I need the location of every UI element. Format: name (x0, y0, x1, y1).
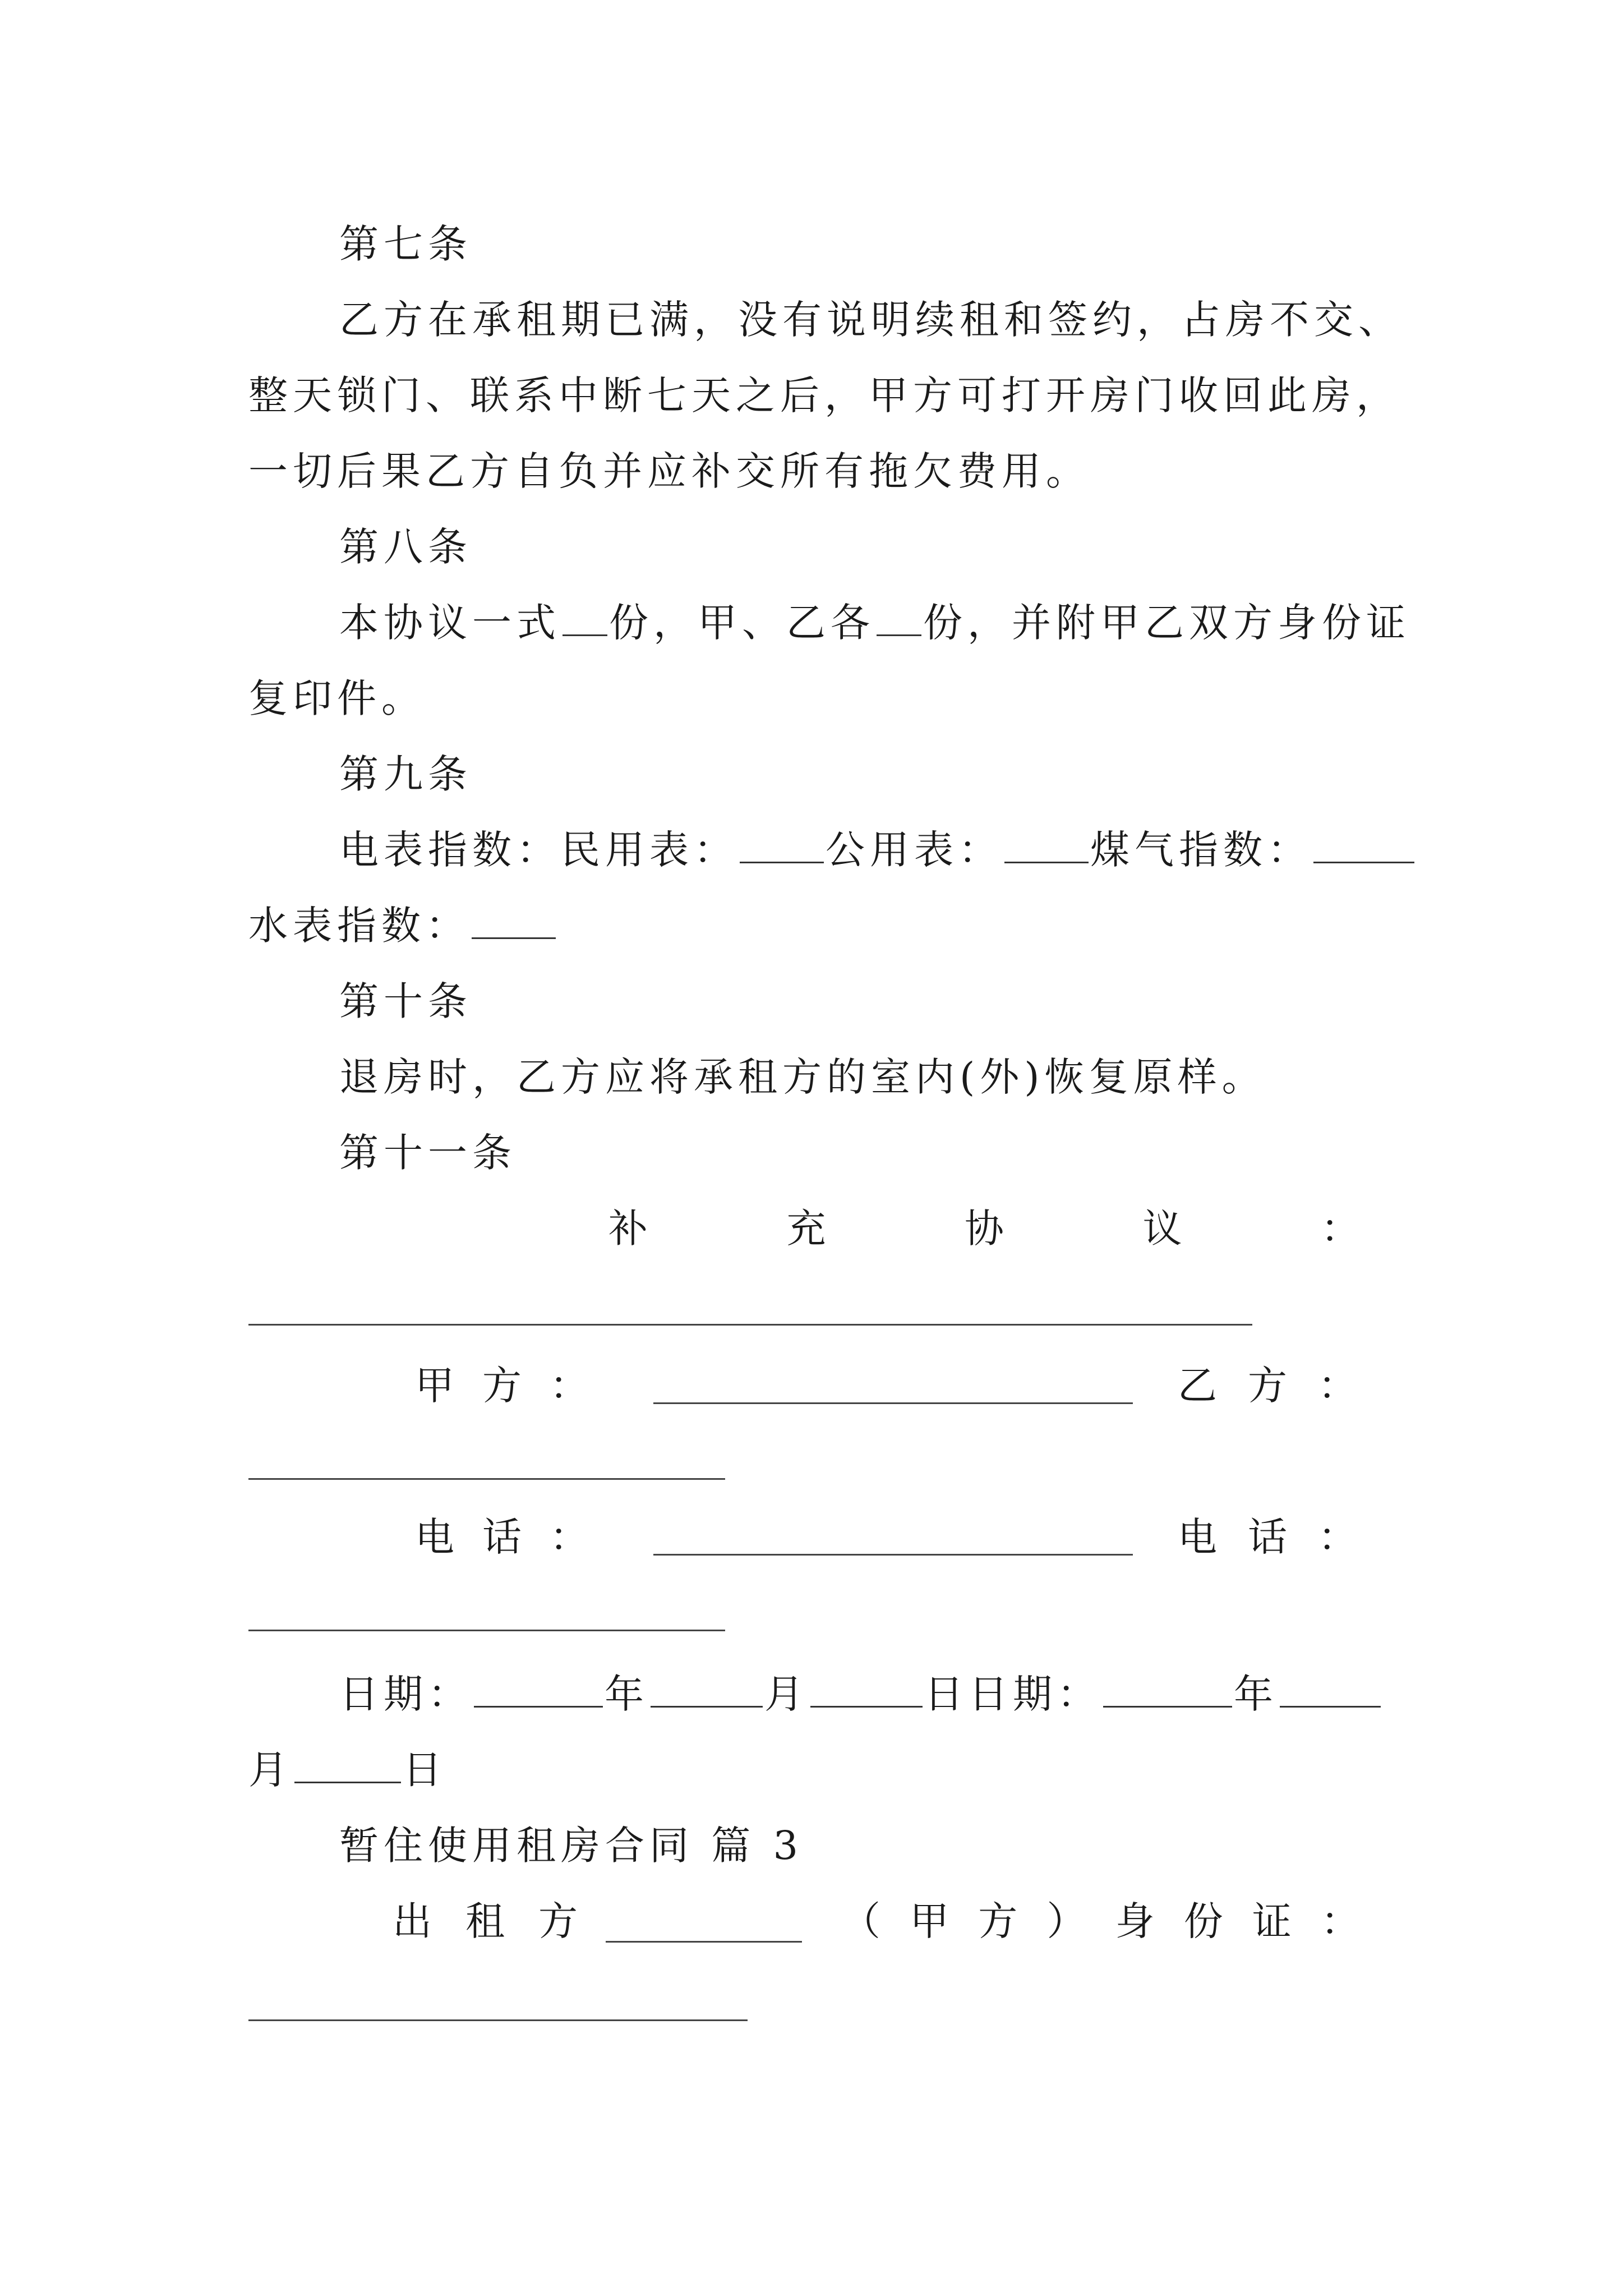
article-8-line-1 (339, 583, 1410, 662)
lessor-id-blank[interactable] (248, 2019, 748, 2021)
char: 身 (1115, 1898, 1155, 1944)
date-line-2 (248, 1731, 1404, 1809)
char: 补 (608, 1205, 648, 1251)
gas-meter-label: 煤气指数： (1090, 827, 1312, 873)
public-meter-blank[interactable] (1004, 822, 1089, 863)
char: 甲 (415, 1363, 454, 1409)
copies-each-blank[interactable] (877, 595, 921, 636)
char: ： (1318, 1514, 1357, 1560)
date-b-year-blank[interactable] (1103, 1667, 1232, 1708)
residential-meter-blank[interactable] (740, 822, 824, 863)
phone-a-blank[interactable] (653, 1554, 1133, 1556)
meter-label: 电表指数：民用表： (339, 827, 738, 873)
char: 乙 (1178, 1363, 1217, 1409)
phone-b-blank[interactable] (248, 1630, 725, 1631)
day-label: 日 (403, 1747, 447, 1793)
char: 议 (1142, 1205, 1182, 1251)
char: 协 (965, 1205, 1004, 1251)
water-meter-blank[interactable] (472, 898, 556, 939)
char: 话 (482, 1514, 522, 1560)
day-label: 日 (924, 1671, 969, 1717)
article-7-line-3: 一切后果乙方自负并应补交所有拖欠费用。 (248, 448, 1090, 494)
copies-total-blank[interactable] (562, 595, 607, 636)
article-8-line-2: 复印件。 (248, 675, 426, 721)
phone-b-label (1178, 1498, 1357, 1576)
char: 甲 (910, 1898, 949, 1944)
contract-3-title: 暂住使用租房合同 篇 3 (339, 1823, 804, 1869)
article-8-text-c: 份，并附甲乙双方身份证 (923, 600, 1410, 646)
article-8-text-a: 本协议一式 (339, 600, 561, 646)
char: ： (1320, 1898, 1360, 1944)
phone-a-label (415, 1498, 589, 1576)
article-10-line-1: 退房时，乙方应将承租方的室内(外)恢复原样。 (339, 1054, 1266, 1100)
article-7-line-2: 整天锁门、联系中断七天之后，甲方可打开房门收回此房， (248, 372, 1400, 418)
year-label: 年 (605, 1671, 649, 1717)
supplementary-agreement-blank[interactable] (248, 1324, 1252, 1326)
public-meter-label: 公用表： (826, 827, 1003, 873)
article-8-text-b: 份，甲、乙各 (609, 600, 875, 646)
char: ： (550, 1363, 589, 1409)
char: 电 (1178, 1514, 1217, 1560)
party-a-label (415, 1346, 589, 1425)
lessor-name-blank[interactable] (606, 1941, 802, 1943)
char: 话 (1248, 1514, 1287, 1560)
article-9-title: 第九条 (339, 751, 472, 797)
date-b-label: 日期： (969, 1671, 1101, 1717)
char: 份 (1183, 1898, 1223, 1944)
lessor-label (393, 1882, 578, 1961)
char: 出 (393, 1898, 432, 1944)
date-b-month-blank[interactable] (1280, 1667, 1381, 1708)
date-a-year-blank[interactable] (474, 1667, 603, 1708)
date-a-month-blank[interactable] (651, 1667, 763, 1708)
party-b-blank[interactable] (248, 1478, 725, 1480)
water-meter-label: 水表指数： (248, 903, 470, 949)
char: 电 (415, 1514, 454, 1560)
char: （ (841, 1898, 880, 1944)
party-b-label (1178, 1346, 1357, 1425)
month-label: 月 (248, 1747, 293, 1793)
article-9-line-2 (248, 886, 1404, 965)
char: 充 (786, 1205, 826, 1251)
gas-meter-blank[interactable] (1313, 822, 1414, 863)
char: 方 (978, 1898, 1018, 1944)
article-10-title: 第十条 (339, 978, 472, 1024)
char: ： (1318, 1363, 1357, 1409)
date-a-day-blank[interactable] (810, 1667, 923, 1708)
month-label: 月 (764, 1671, 809, 1717)
char: 方 (482, 1363, 522, 1409)
supplementary-agreement-label (608, 1189, 1360, 1268)
article-9-line-1 (339, 811, 1405, 889)
char: 证 (1252, 1898, 1292, 1944)
article-7-title: 第七条 (339, 221, 472, 267)
lessor-id-label (841, 1882, 1360, 1961)
article-11-title: 第十一条 (339, 1130, 517, 1176)
char: 租 (465, 1898, 505, 1944)
article-8-title: 第八条 (339, 524, 472, 570)
article-7-line-1: 乙方在承租期已满，没有说明续租和签约，占房不交、 (339, 297, 1403, 343)
party-a-blank[interactable] (653, 1402, 1133, 1404)
char: ： (550, 1514, 589, 1560)
char: 方 (1248, 1363, 1287, 1409)
char: ） (1046, 1898, 1086, 1944)
date-a-label: 日期： (339, 1671, 472, 1717)
year-label: 年 (1234, 1671, 1278, 1717)
char: 方 (538, 1898, 578, 1944)
date-b-day-blank[interactable] (294, 1742, 401, 1783)
char: ： (1321, 1205, 1360, 1251)
date-line-1 (339, 1655, 1405, 1733)
